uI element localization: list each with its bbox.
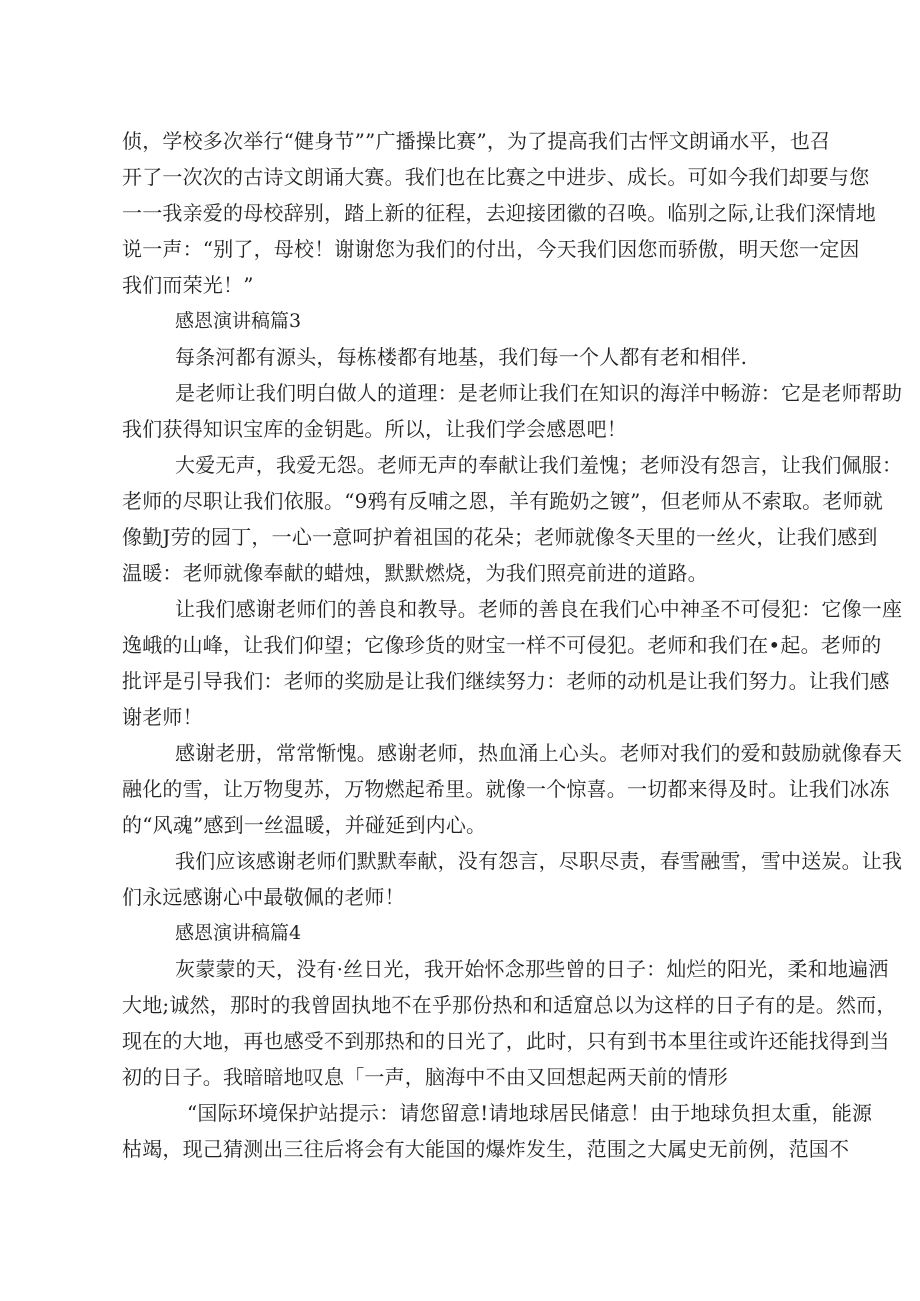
text-line: “国际环境保护站提示：请您留意!请地球居民储意！由于地球负担太重，能源 [187,1101,873,1125]
text-line: 是老师让我们明白做人的道理：是老师让我们在知识的海洋中畅游：它是老师帮助 [175,381,903,405]
document-body [122,123,903,1167]
paragraph [122,843,903,915]
text-line: 枯竭，现己猜测出三往后将会有大能国的爆炸发生，范围之大属史无前例，范国不 [122,1137,850,1161]
text-line: 批评是引导我们：老师的奖励是让我们继续努力：老师的动机是让我们努力。让我们感 [122,669,890,693]
text-line: 我们应该感谢老师们默默奉献，没有怨言，尽职尽责，春雪融雪，雪中送炭。让我 [175,849,903,873]
text-line: 逸峨的山峰，让我们仰望；它像珍货的财宝一样不可侵犯。老师和我们在•起。老师的 [122,633,882,657]
text-line: 大爱无声，我爱无怨。老师无声的奉献让我们羞愧；老师没有怨言，让我们佩服： [175,453,903,477]
text-line: 融化的雪，让万物叟苏，万物燃起希里。就像一个惊喜。一切都来得及时。让我们冰冻 [122,777,890,801]
text-line: 老师的尽职让我们依服。“9鸦有反哺之恩，羊有跪奶之镀”，但老师从不索取。老师就 [122,489,883,513]
text-line: 一一我亲爱的母校辞别，踏上新的征程，去迎接团徽的召唤。临别之际,让我们深情地 [122,201,876,225]
text-line: 感谢老册，常常惭愧。感谢老师，热血涌上心头。老师对我们的爱和鼓励就像春天 [175,741,903,765]
text-line: 的“风魂”感到一丝温暖，并碰延到内心。 [122,813,487,837]
paragraph [122,735,903,843]
text-line: 我们而荣光！” [122,273,254,297]
text-line: 现在的大地，再也感受不到那热和的日光了，此时，只有到书本里往或许还能找得到当 [122,1029,890,1053]
text-line: 初的日子。我暗暗地叹息「一声，脑海中不由又回想起两天前的情形 [122,1065,728,1089]
text-line: 开了一次次的古诗文朗诵大赛。我们也在比赛之中进步、成长。可如今我们却要与您 [122,165,870,189]
text-line: 我们获得知识宝库的金钥匙。所以，让我们学会感恩吧！ [122,417,627,441]
text-line: 每条河都有源头，每栋楼都有地基，我们每一个人都有老和相伴. [175,345,748,369]
text-line: 说一声：“别了，母校！谢谢您为我们的付出，今天我们因您而骄傲，明天您一定因 [122,237,860,261]
paragraph [122,447,903,591]
text-line: 侦，学校多次举行“健身节””广播操比赛”，为了提高我们古怦文朗诵水平，也召 [122,129,831,153]
text-line: 大地;诚然，那时的我曾固执地不在乎那份热和和适窟总以为这样的日子有的是。然而， [122,993,897,1017]
paragraph [122,123,876,303]
text-line: 谢老师！ [122,705,203,729]
paragraph [122,951,897,1095]
text-line: 温暖：老师就像奉献的蜡烛，默默燃烧，为我们照亮前进的道路。 [122,561,708,585]
section-heading: 感恩演讲稿篇4 [175,922,302,944]
section-heading: 感恩演讲稿篇3 [175,310,302,332]
text-line: 灰蒙蒙的天，没有·丝日光，我开始怀念那些曾的日子：灿烂的阳光，柔和地遍洒 [175,957,889,981]
paragraph [122,591,903,735]
paragraph [175,339,775,375]
paragraph [122,375,903,447]
text-line: 像勤J劳的园丁，一心一意呵护着祖国的花朵；老师就像冬天里的一丝火，让我们感到 [122,525,878,549]
text-line: 们永远感谢心中最敬佩的老师！ [122,885,405,909]
paragraph [122,1095,873,1167]
text-line: 让我们感谢老师们的善良和教导。老师的善良在我们心中神圣不可侵犯：它像一座 [175,597,903,621]
